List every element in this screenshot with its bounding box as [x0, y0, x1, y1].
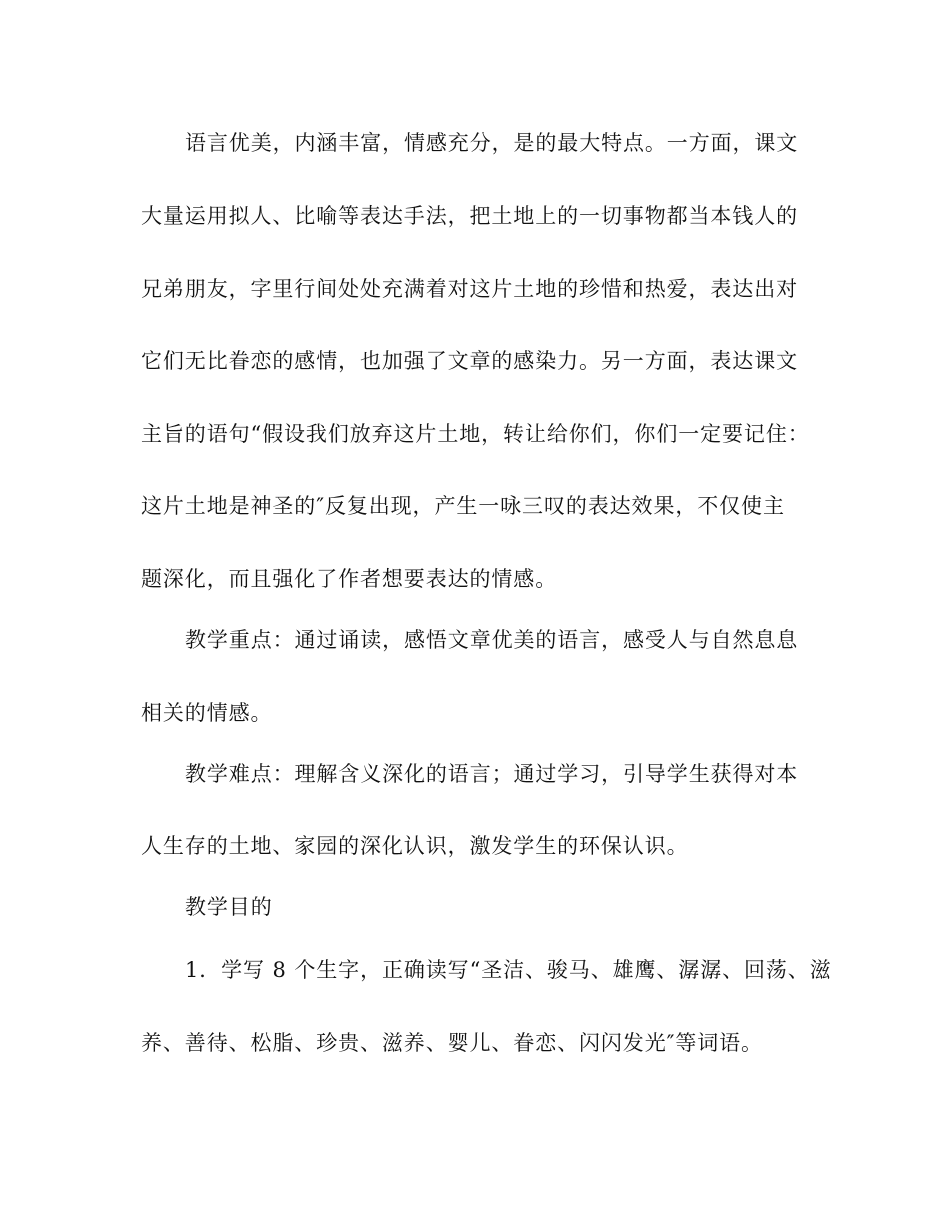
- teaching-focus-line: 教学重点：通过诵读，感悟文章优美的语言，感受人与自然息息: [185, 628, 799, 652]
- paragraph-line: 这片土地是神圣的″反复出现，产生一咏三叹的表达效果，不仅使主: [141, 494, 785, 518]
- paragraph-line: 大量运用拟人、比喻等表达手法，把土地上的一切事物都当本钱人的: [141, 204, 798, 228]
- paragraph-line: 它们无比眷恋的感情，也加强了文章的感染力。另一方面，表达课文: [141, 349, 798, 373]
- section-heading: 教学目的: [185, 895, 273, 919]
- objective-line: 1．学写 8 个生字，正确读写“圣洁、骏马、雄鹰、潺潺、回荡、滋: [185, 958, 832, 982]
- teaching-focus-line: 相关的情感。: [141, 701, 273, 725]
- paragraph-line: 题深化，而且强化了作者想要表达的情感。: [141, 567, 558, 591]
- paragraph-line: 语言优美，内涵丰富，情感充分，是的最大特点。一方面，课文: [185, 131, 799, 155]
- paragraph-line: 兄弟朋友，字里行间处处充满着对这片土地的珍惜和热爱，表达出对: [141, 277, 798, 301]
- teaching-difficulty-line: 人生存的土地、家园的深化认识，激发学生的环保认识。: [141, 834, 689, 858]
- teaching-difficulty-line: 教学难点：理解含义深化的语言；通过学习，引导学生获得对本: [185, 762, 799, 786]
- paragraph-line: 主旨的语句“假设我们放弃这片土地，转让给你们，你们一定要记住：: [141, 422, 810, 446]
- objective-line: 养、善待、松脂、珍贵、滋养、婴儿、眷恋、闪闪发光″等词语。: [141, 1031, 763, 1055]
